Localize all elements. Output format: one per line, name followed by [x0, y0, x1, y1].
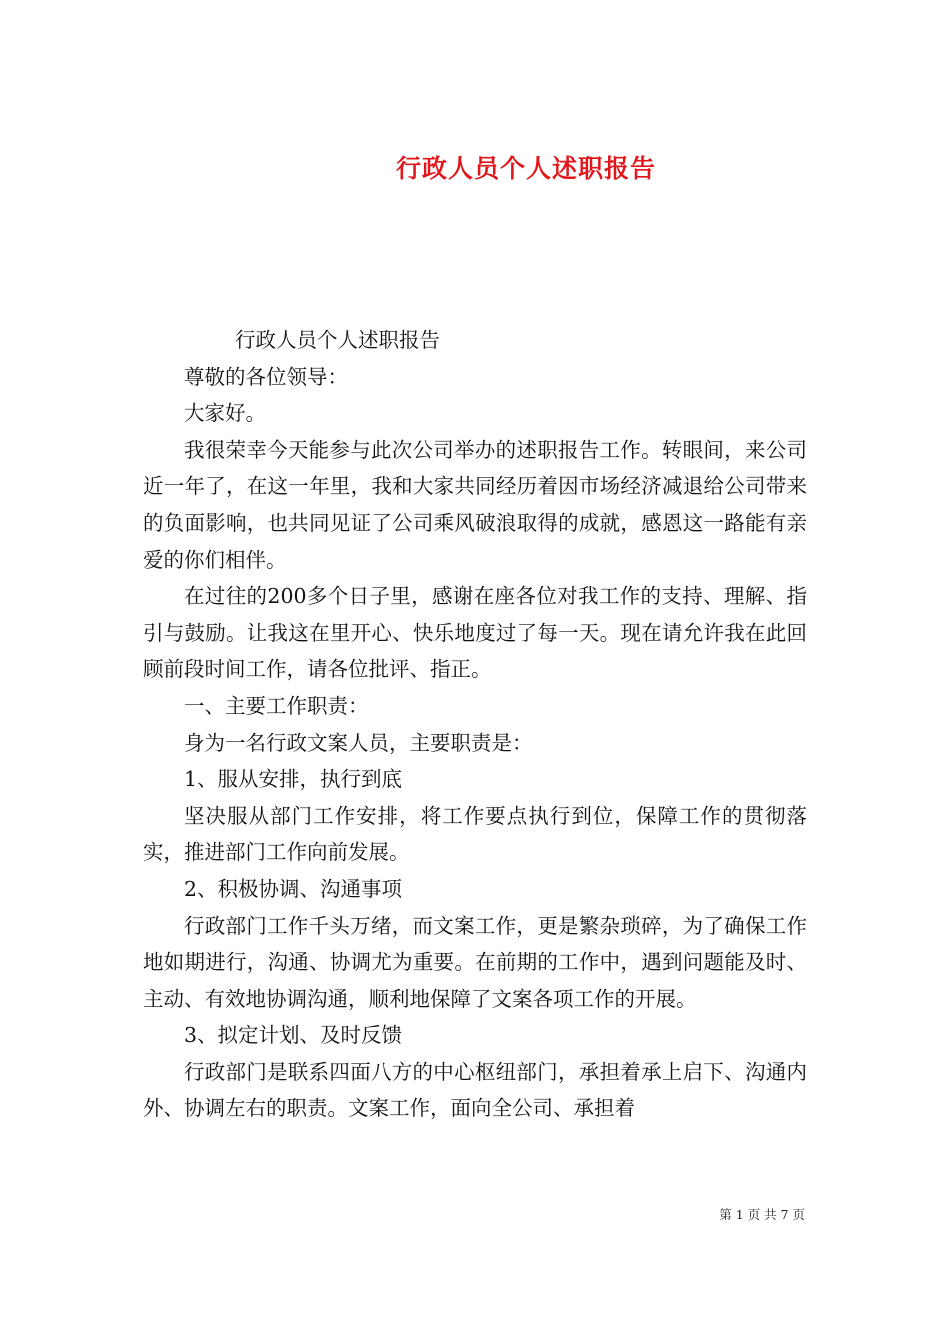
section-heading: 一、主要工作职责：: [184, 693, 369, 718]
thanks-paragraph: 在过往的200多个日子里，感谢在座各位对我工作的支持、理解、指引与鼓励。让我这在里开心、快乐地度过了每一天。现在请允许我在此回顾前段时间工作，请各位批评、指正。: [143, 584, 807, 682]
duty-text-3: 行政部门是联系四面八方的中心枢纽部门，承担着承上启下、沟通内外、协调左右的职责。文案工作，面向全公司、承担着: [143, 1059, 807, 1121]
duty-heading-1: 1、服从安排，执行到底: [184, 767, 403, 792]
duties-lead: 身为一名行政文案人员，主要职责是：: [184, 730, 533, 755]
document-body: [143, 322, 807, 1127]
duty-text-1: 坚决服从部门工作安排，将工作要点执行到位，保障工作的贯彻落实，推进部门工作向前发展。: [143, 803, 807, 865]
greeting: 大家好。: [184, 401, 266, 426]
duty-heading-3: 3、拟定计划、及时反馈: [184, 1023, 403, 1048]
body-subtitle: 行政人员个人述职报告: [235, 328, 440, 352]
duty-text-2: 行政部门工作千头万绪，而文案工作，更是繁杂琐碎，为了确保工作地如期进行，沟通、协调尤为重要。在前期的工作中，遇到问题能及时、主动、有效地协调沟通，顺利地保障了文案各项工作的开展。: [143, 913, 807, 1011]
duty-heading-2: 2、积极协调、沟通事项: [184, 876, 403, 901]
salutation: 尊敬的各位领导：: [184, 364, 348, 389]
document-title: 行政人员个人述职报告: [395, 153, 656, 183]
page-number: 第 1 页 共 7 页: [719, 1207, 805, 1222]
intro-paragraph: 我很荣幸今天能参与此次公司举办的述职报告工作。转眼间，来公司近一年了，在这一年里，我和大家共同经历着因市场经济减退给公司带来的负面影响，也共同见证了公司乘风破浪取得的成就，感恩这一路能有亲爱的你们相伴。: [143, 437, 807, 572]
